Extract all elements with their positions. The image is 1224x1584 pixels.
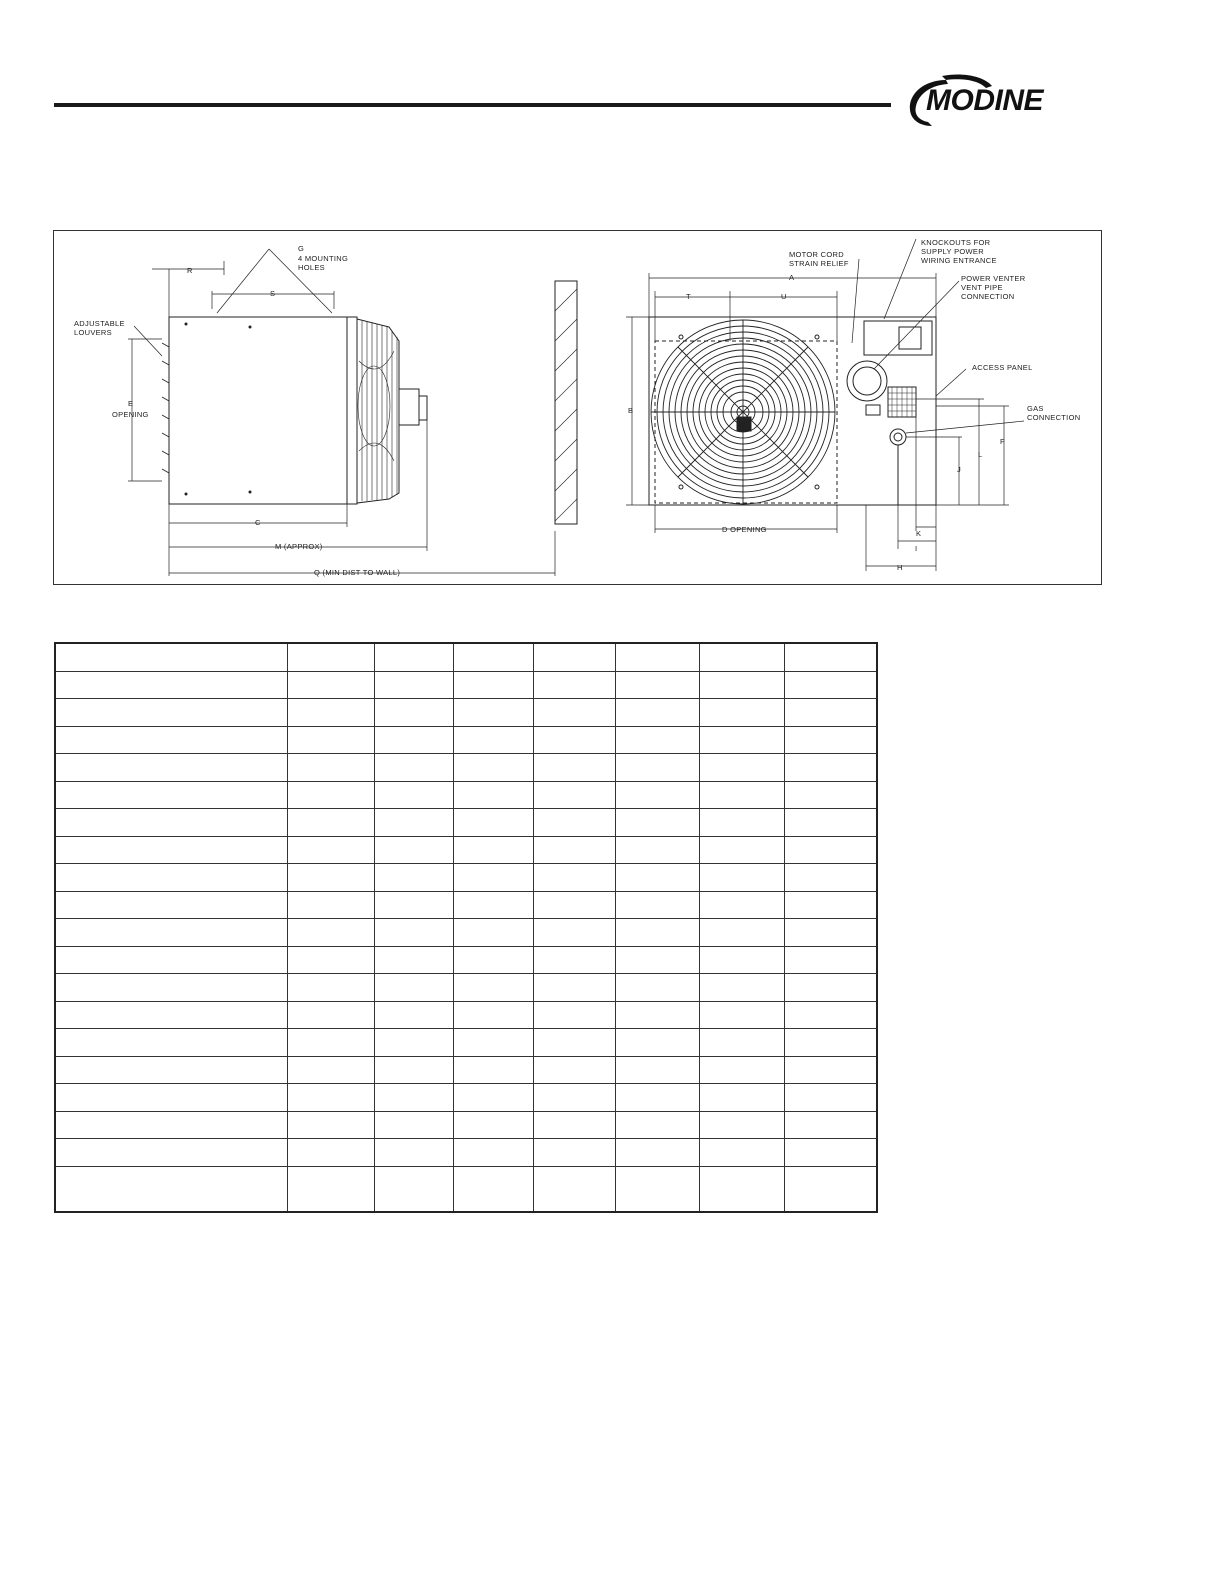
table-cell bbox=[699, 809, 784, 837]
modine-logo bbox=[902, 70, 1112, 132]
table-body bbox=[55, 643, 877, 1212]
svg-text:MODINE: MODINE bbox=[926, 84, 1043, 117]
table-cell bbox=[616, 726, 700, 754]
table-cell bbox=[784, 726, 877, 754]
table-cell bbox=[699, 1084, 784, 1112]
table-cell bbox=[374, 1139, 453, 1167]
table-cell bbox=[55, 836, 287, 864]
table-cell bbox=[374, 974, 453, 1002]
table-cell bbox=[287, 671, 374, 699]
table-cell bbox=[699, 781, 784, 809]
label-a: A bbox=[789, 273, 795, 282]
label-u: U bbox=[781, 292, 787, 301]
table-cell bbox=[287, 699, 374, 727]
table-cell bbox=[287, 643, 374, 671]
table-cell bbox=[784, 781, 877, 809]
table-cell bbox=[287, 1029, 374, 1057]
label-t: T bbox=[686, 292, 691, 301]
table-cell bbox=[453, 781, 534, 809]
table-cell bbox=[534, 1056, 616, 1084]
table-cell bbox=[699, 891, 784, 919]
table-cell bbox=[699, 974, 784, 1002]
table-cell bbox=[616, 1029, 700, 1057]
table-cell bbox=[287, 726, 374, 754]
label-h: H bbox=[897, 563, 903, 572]
label-m: M (APPROX) bbox=[275, 542, 323, 551]
table-cell bbox=[55, 699, 287, 727]
header-rule bbox=[54, 103, 891, 107]
table-cell bbox=[287, 781, 374, 809]
label-knockouts-3: WIRING ENTRANCE bbox=[921, 256, 997, 265]
table-cell bbox=[374, 643, 453, 671]
table-cell bbox=[784, 864, 877, 892]
table-cell bbox=[287, 836, 374, 864]
table-cell bbox=[699, 946, 784, 974]
table-cell bbox=[374, 1084, 453, 1112]
table-row bbox=[55, 1139, 877, 1167]
table-cell bbox=[55, 1111, 287, 1139]
label-s: S bbox=[270, 289, 276, 298]
table-cell bbox=[453, 1166, 534, 1212]
table-row bbox=[55, 809, 877, 837]
table-cell bbox=[784, 836, 877, 864]
table-cell bbox=[287, 1001, 374, 1029]
table-cell bbox=[534, 699, 616, 727]
table-cell bbox=[55, 1056, 287, 1084]
table-cell bbox=[534, 974, 616, 1002]
table-cell bbox=[453, 1001, 534, 1029]
table-cell bbox=[534, 836, 616, 864]
table-cell bbox=[374, 699, 453, 727]
table-cell bbox=[374, 1001, 453, 1029]
table-cell bbox=[287, 1166, 374, 1212]
table-cell bbox=[784, 1084, 877, 1112]
table-cell bbox=[784, 1056, 877, 1084]
table-row bbox=[55, 643, 877, 671]
table-cell bbox=[287, 864, 374, 892]
table-cell bbox=[453, 836, 534, 864]
label-gas-2: CONNECTION bbox=[1027, 413, 1081, 422]
table-cell bbox=[699, 1139, 784, 1167]
table-cell bbox=[699, 864, 784, 892]
label-e: E bbox=[128, 399, 134, 408]
table-cell bbox=[453, 1111, 534, 1139]
table-cell bbox=[55, 864, 287, 892]
label-g: G bbox=[298, 244, 305, 253]
table-cell bbox=[534, 1139, 616, 1167]
drawing-svg bbox=[54, 231, 1103, 586]
table-row bbox=[55, 754, 877, 782]
table-cell bbox=[784, 809, 877, 837]
table-cell bbox=[55, 946, 287, 974]
table-cell bbox=[534, 891, 616, 919]
table-cell bbox=[534, 919, 616, 947]
table-cell bbox=[784, 946, 877, 974]
table-cell bbox=[534, 1166, 616, 1212]
table-cell bbox=[55, 726, 287, 754]
table-cell bbox=[616, 643, 700, 671]
table-cell bbox=[287, 891, 374, 919]
table-cell bbox=[784, 1001, 877, 1029]
table-cell bbox=[453, 919, 534, 947]
table-cell bbox=[784, 1029, 877, 1057]
table-cell bbox=[699, 1001, 784, 1029]
table-cell bbox=[453, 864, 534, 892]
table-cell bbox=[374, 781, 453, 809]
label-access-panel: ACCESS PANEL bbox=[972, 363, 1033, 372]
table-row bbox=[55, 946, 877, 974]
table-cell bbox=[287, 1056, 374, 1084]
table-cell bbox=[287, 974, 374, 1002]
label-k: K bbox=[916, 529, 922, 538]
table-cell bbox=[55, 671, 287, 699]
table-cell bbox=[55, 1001, 287, 1029]
table-cell bbox=[453, 1029, 534, 1057]
table-cell bbox=[784, 1111, 877, 1139]
table-cell bbox=[534, 781, 616, 809]
table-cell bbox=[699, 919, 784, 947]
table-cell bbox=[784, 671, 877, 699]
table-cell bbox=[699, 671, 784, 699]
table-cell bbox=[784, 974, 877, 1002]
label-mounting-holes-1: 4 MOUNTING bbox=[298, 254, 349, 263]
table-cell bbox=[453, 671, 534, 699]
table-cell bbox=[453, 809, 534, 837]
table-cell bbox=[616, 699, 700, 727]
table-cell bbox=[453, 946, 534, 974]
label-power-venter-2: VENT PIPE bbox=[961, 283, 1003, 292]
label-b: B bbox=[628, 406, 634, 415]
table-cell bbox=[616, 671, 700, 699]
label-c: C bbox=[255, 518, 261, 527]
table-cell bbox=[287, 1084, 374, 1112]
dimensions-table bbox=[54, 642, 878, 1213]
table-cell bbox=[784, 754, 877, 782]
label-mounting-holes-2: HOLES bbox=[298, 263, 325, 272]
table-cell bbox=[534, 864, 616, 892]
table-row bbox=[55, 699, 877, 727]
table-row bbox=[55, 836, 877, 864]
table-cell bbox=[453, 891, 534, 919]
table-cell bbox=[616, 891, 700, 919]
table-cell bbox=[616, 1111, 700, 1139]
table-cell bbox=[534, 946, 616, 974]
table-cell bbox=[784, 1139, 877, 1167]
label-motor-cord-2: STRAIN RELIEF bbox=[789, 259, 849, 268]
table-cell bbox=[699, 1029, 784, 1057]
table-cell bbox=[287, 754, 374, 782]
table-cell bbox=[534, 809, 616, 837]
table-cell bbox=[699, 1166, 784, 1212]
table-cell bbox=[616, 1001, 700, 1029]
table-row bbox=[55, 781, 877, 809]
table-row bbox=[55, 1029, 877, 1057]
table-cell bbox=[616, 1166, 700, 1212]
label-louvers-2: LOUVERS bbox=[74, 328, 112, 337]
table-cell bbox=[534, 1111, 616, 1139]
label-f: F bbox=[1000, 437, 1005, 446]
table-row bbox=[55, 1084, 877, 1112]
table-cell bbox=[55, 809, 287, 837]
label-louvers-1: ADJUSTABLE bbox=[74, 319, 125, 328]
table-cell bbox=[55, 643, 287, 671]
table-row bbox=[55, 974, 877, 1002]
table-cell bbox=[374, 671, 453, 699]
label-r: R bbox=[187, 266, 193, 275]
table-cell bbox=[55, 1166, 287, 1212]
label-e-opening: OPENING bbox=[112, 410, 149, 419]
table-cell bbox=[699, 1111, 784, 1139]
table-cell bbox=[616, 754, 700, 782]
table-cell bbox=[616, 1056, 700, 1084]
table-cell bbox=[287, 1111, 374, 1139]
table-row bbox=[55, 1166, 877, 1212]
table-cell bbox=[453, 754, 534, 782]
label-knockouts-1: KNOCKOUTS FOR bbox=[921, 238, 991, 247]
table-cell bbox=[699, 643, 784, 671]
table-cell bbox=[534, 1001, 616, 1029]
table-cell bbox=[374, 754, 453, 782]
table-cell bbox=[534, 643, 616, 671]
table-cell bbox=[374, 836, 453, 864]
table-cell bbox=[55, 1139, 287, 1167]
table-cell bbox=[374, 919, 453, 947]
label-i: I bbox=[915, 544, 918, 553]
table-cell bbox=[699, 726, 784, 754]
table-cell bbox=[287, 946, 374, 974]
table-cell bbox=[55, 1084, 287, 1112]
table-cell bbox=[55, 781, 287, 809]
table-cell bbox=[784, 1166, 877, 1212]
table-cell bbox=[784, 891, 877, 919]
table-row bbox=[55, 1056, 877, 1084]
table-cell bbox=[616, 1139, 700, 1167]
table-cell bbox=[55, 891, 287, 919]
table-cell bbox=[616, 919, 700, 947]
table-cell bbox=[534, 671, 616, 699]
table-cell bbox=[616, 1084, 700, 1112]
table-cell bbox=[287, 1139, 374, 1167]
table-cell bbox=[287, 809, 374, 837]
table-row bbox=[55, 919, 877, 947]
label-power-venter-3: CONNECTION bbox=[961, 292, 1015, 301]
label-knockouts-2: SUPPLY POWER bbox=[921, 247, 984, 256]
label-d-opening: D OPENING bbox=[722, 525, 767, 534]
table-cell bbox=[534, 726, 616, 754]
table-cell bbox=[374, 1029, 453, 1057]
table-cell bbox=[55, 754, 287, 782]
table-cell bbox=[374, 946, 453, 974]
table-cell bbox=[374, 891, 453, 919]
table-cell bbox=[55, 1029, 287, 1057]
table-cell bbox=[699, 699, 784, 727]
table-cell bbox=[616, 864, 700, 892]
table-cell bbox=[616, 836, 700, 864]
table-row bbox=[55, 726, 877, 754]
table-cell bbox=[453, 1056, 534, 1084]
dimension-drawing bbox=[53, 230, 1102, 585]
table-cell bbox=[616, 946, 700, 974]
table-cell bbox=[534, 754, 616, 782]
label-motor-cord-1: MOTOR CORD bbox=[789, 250, 844, 259]
table-cell bbox=[784, 919, 877, 947]
table-cell bbox=[287, 919, 374, 947]
table-row bbox=[55, 864, 877, 892]
table-cell bbox=[699, 754, 784, 782]
label-power-venter-1: POWER VENTER bbox=[961, 274, 1026, 283]
label-l: L bbox=[978, 450, 983, 459]
table-cell bbox=[55, 919, 287, 947]
side-view-cabinet bbox=[169, 317, 347, 504]
table-cell bbox=[374, 864, 453, 892]
table-cell bbox=[784, 643, 877, 671]
table-cell bbox=[534, 1084, 616, 1112]
table-cell bbox=[453, 726, 534, 754]
table-cell bbox=[453, 1139, 534, 1167]
label-gas-1: GAS bbox=[1027, 404, 1044, 413]
table-row bbox=[55, 671, 877, 699]
table-cell bbox=[374, 1056, 453, 1084]
table-cell bbox=[374, 1166, 453, 1212]
table-cell bbox=[784, 699, 877, 727]
table-row bbox=[55, 891, 877, 919]
table-cell bbox=[534, 1029, 616, 1057]
table-row bbox=[55, 1111, 877, 1139]
table-cell bbox=[616, 781, 700, 809]
label-q: Q (MIN DIST TO WALL) bbox=[314, 568, 401, 577]
table-cell bbox=[453, 699, 534, 727]
table-cell bbox=[616, 974, 700, 1002]
table-row bbox=[55, 1001, 877, 1029]
table-cell bbox=[699, 836, 784, 864]
table-cell bbox=[374, 1111, 453, 1139]
table-cell bbox=[453, 643, 534, 671]
table-cell bbox=[699, 1056, 784, 1084]
label-j: J bbox=[957, 465, 962, 474]
table-cell bbox=[374, 726, 453, 754]
table-cell bbox=[616, 809, 700, 837]
table-cell bbox=[453, 1084, 534, 1112]
table-cell bbox=[374, 809, 453, 837]
table-cell bbox=[453, 974, 534, 1002]
table-cell bbox=[55, 974, 287, 1002]
